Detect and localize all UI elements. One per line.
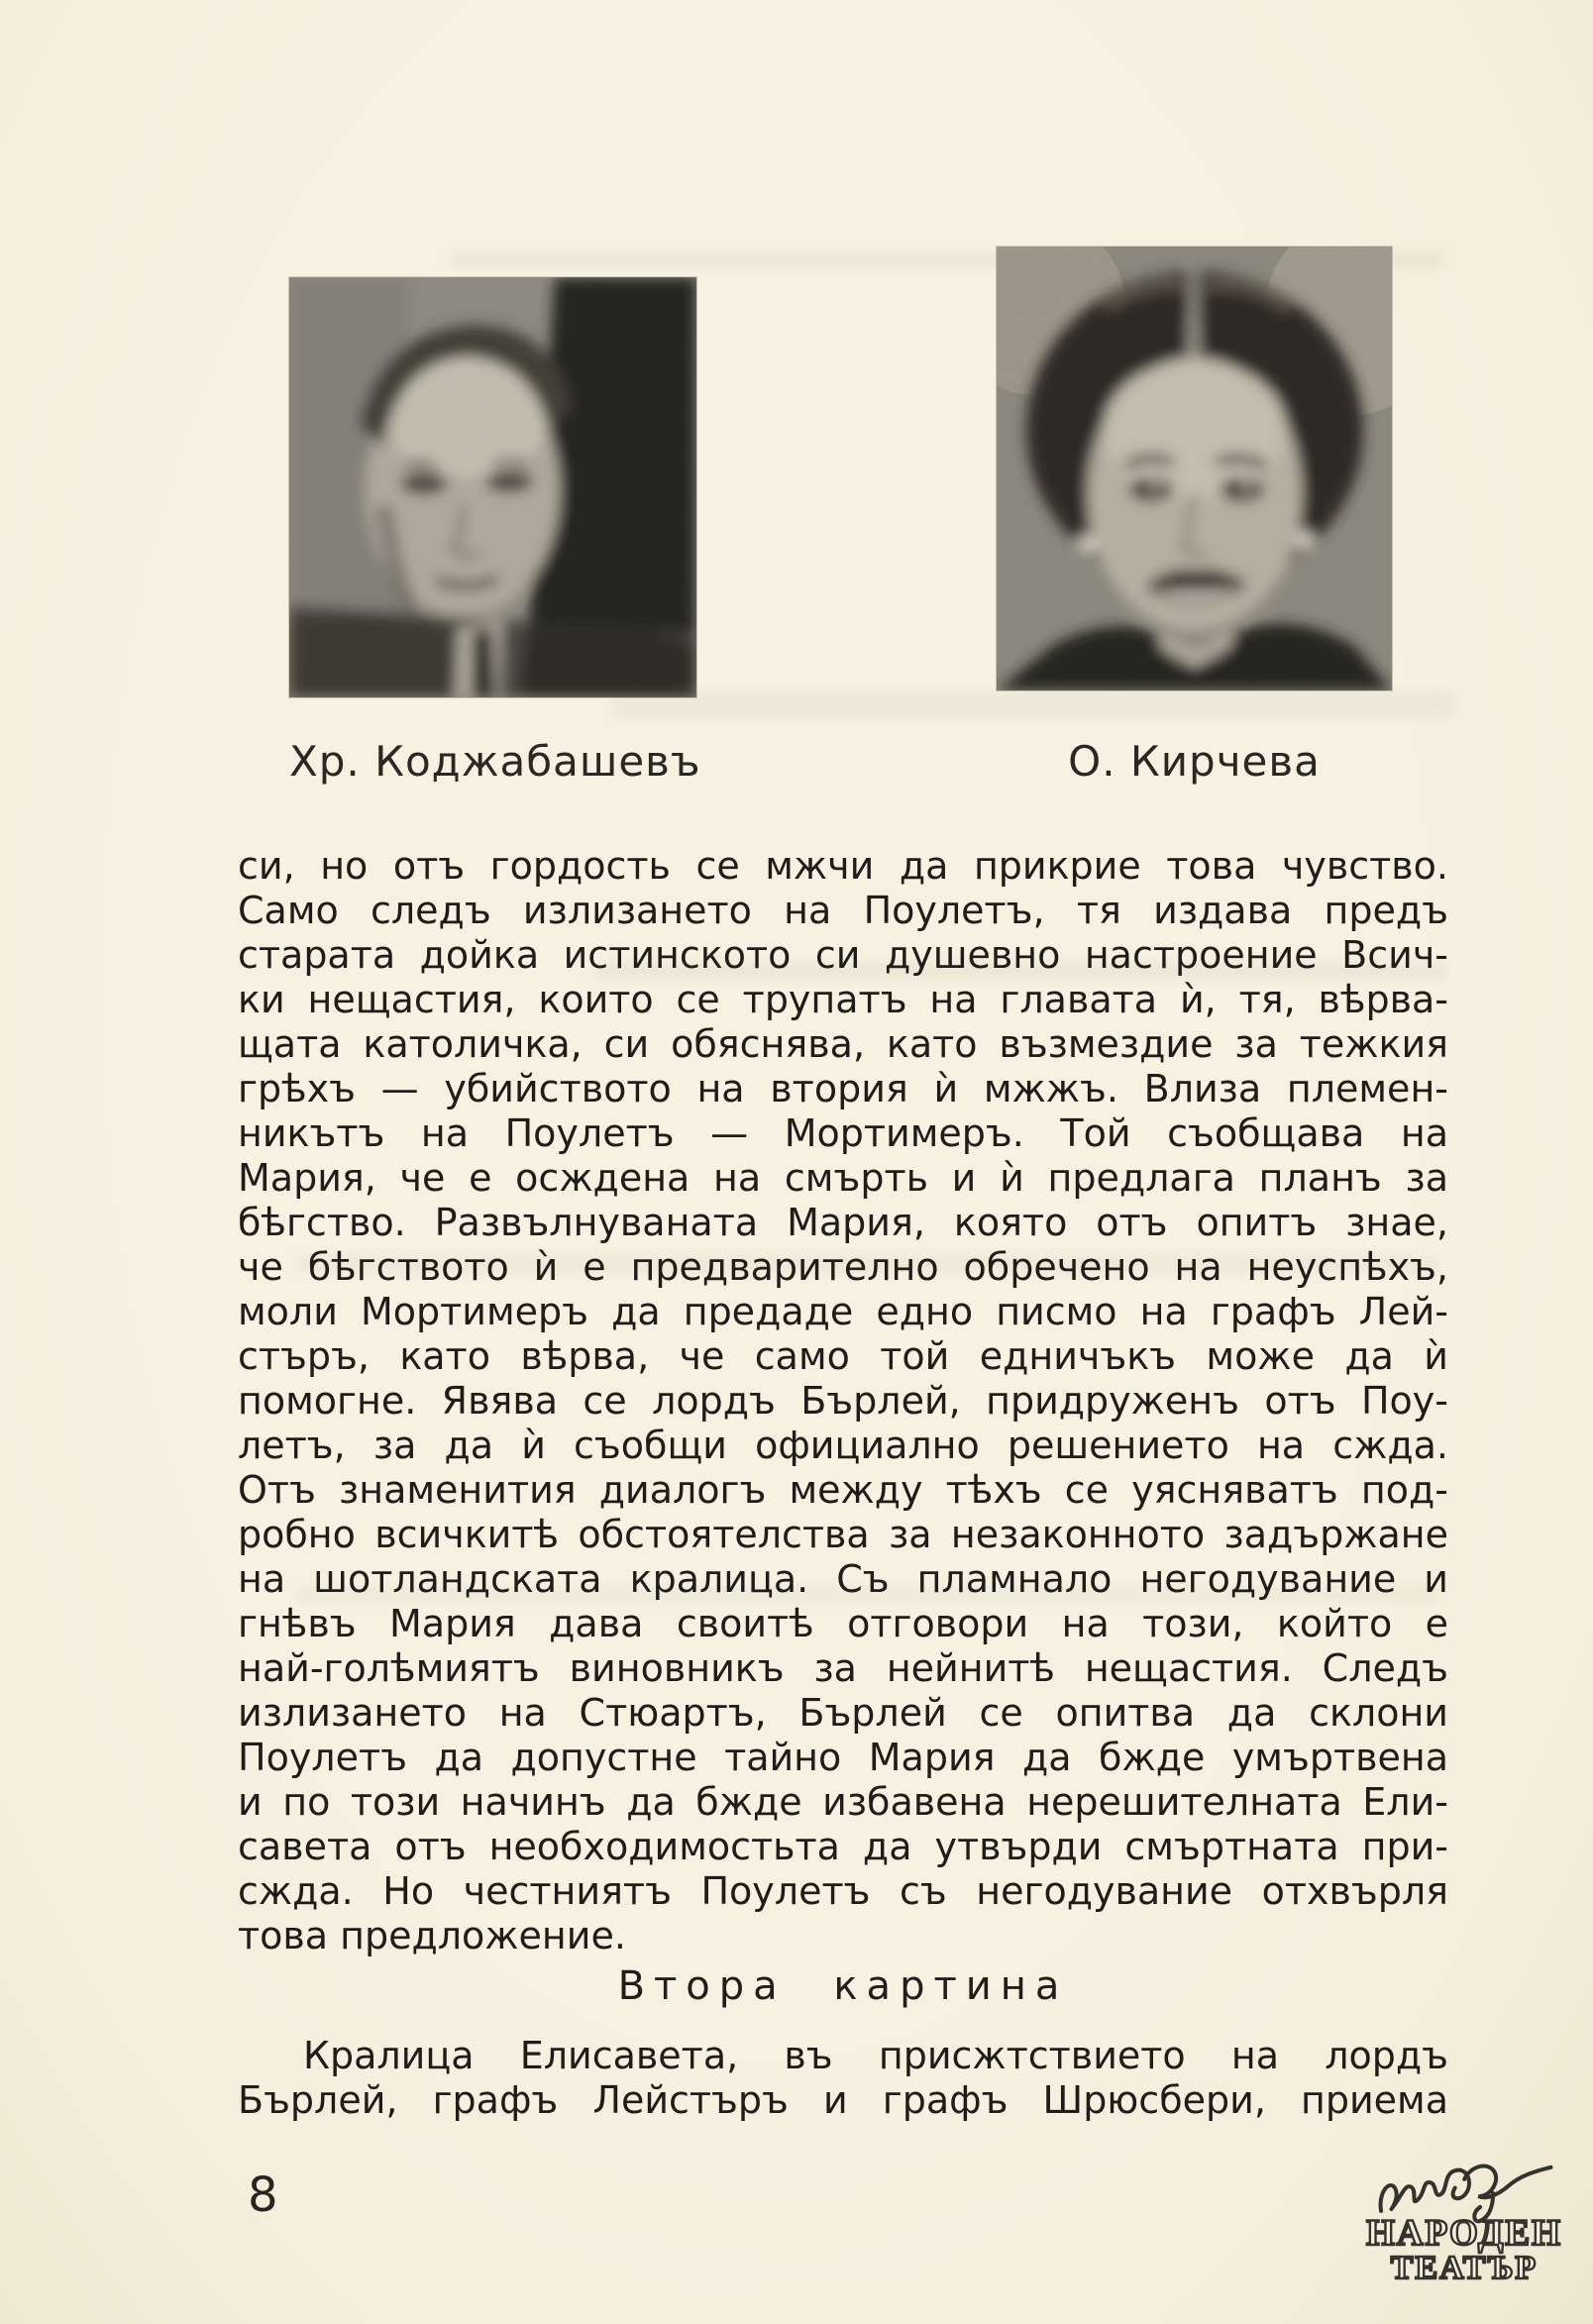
text-line: си, но отъ гордость се мжчи да прикрие това чувство. — [238, 844, 1448, 888]
text-line: сжда. Но честниятъ Поулетъ съ негодувание отхвърля — [238, 1869, 1448, 1913]
text-line: това предложение. — [238, 1914, 626, 1957]
text-line: на шотландската кралица. Съ пламнало негодувание и — [238, 1557, 1448, 1601]
text-line: робно всичкитѣ обстоятелства за незаконното задържане — [238, 1513, 1448, 1556]
text-line: стъръ, като вѣрва, че само той едничъкъ може да ѝ — [238, 1334, 1448, 1378]
show-through-band — [614, 691, 1456, 719]
text-line: старата дойка истинското си душевно настроение Всич- — [238, 933, 1448, 977]
text-line: бѣгство. Развълнуваната Мария, която отъ опитъ знае, — [238, 1201, 1448, 1244]
text-line: Само следъ излизането на Поулетъ, тя издава предъ — [238, 889, 1448, 932]
text-line: излизането на Стюартъ, Бърлей се опитва да склони — [238, 1691, 1448, 1735]
text-line: Кралица Елисавета, въ присжтствието на лордъ — [303, 2034, 1448, 2077]
text-line: Отъ знаменития диалогъ между тѣхъ се уясняватъ под- — [238, 1468, 1448, 1512]
portrait-photo-kodzhabashev — [289, 277, 696, 697]
scene-heading: Втора картина — [617, 1963, 1069, 2009]
text-line: ки нещастия, които се трупатъ на главата ѝ, тя, вѣрва- — [238, 978, 1448, 1021]
text-line: щата католичка, си обяснява, като възмездие за тежкия — [238, 1022, 1448, 1066]
stamp-text-teatar: ТЕАТЪР — [1390, 2250, 1539, 2286]
photo-caption-left: Хр. Коджабашевъ — [289, 737, 701, 786]
text-line: никътъ на Поулетъ — Мортимеръ. Той съобщава на — [238, 1111, 1448, 1155]
synopsis-paragraph — [238, 844, 1448, 1914]
text-line: Бърлей, графъ Лейстъръ и графъ Шрюсбери, приема — [238, 2078, 1448, 2122]
text-line: грѣхъ — убийството на втория ѝ мжжъ. Влиза племен- — [238, 1067, 1448, 1110]
text-line: моли Мортимеръ да предаде едно писмо на графъ Лей- — [238, 1290, 1448, 1333]
second-scene-paragraph — [238, 2034, 1448, 2123]
theatre-stamp — [1365, 2158, 1563, 2285]
text-line: Мария, че е осждена на смърть и ѝ предлага планъ за — [238, 1156, 1448, 1200]
page-number: 8 — [248, 2167, 278, 2223]
photo-caption-right: О. Кирчева — [1068, 737, 1321, 786]
portrait-photo-kircheva — [997, 247, 1392, 690]
text-line: Поулетъ да допустне тайно Мария да бжде умъртвена — [238, 1736, 1448, 1779]
text-line: летъ, за да ѝ съобщи официално решението на сжда. — [238, 1424, 1448, 1467]
text-line: савета отъ необходимостьта да утвърди смъртната при- — [238, 1825, 1448, 1868]
text-line: гнѣвъ Мария дава своитѣ отговори на този, който е — [238, 1602, 1448, 1645]
stamp-text-naroden: НАРОДЕН — [1366, 2213, 1562, 2254]
text-line: най-голѣмиятъ виновникъ за нейнитѣ нещастия. Следъ — [238, 1646, 1448, 1690]
text-line: помогне. Явява се лордъ Бърлей, придруженъ отъ Поу- — [238, 1379, 1448, 1423]
text-line: че бѣгството ѝ е предварително обречено на неуспѣхъ, — [238, 1245, 1448, 1289]
text-line: и по този начинъ да бжде избавена нерешителната Ели- — [238, 1780, 1448, 1824]
